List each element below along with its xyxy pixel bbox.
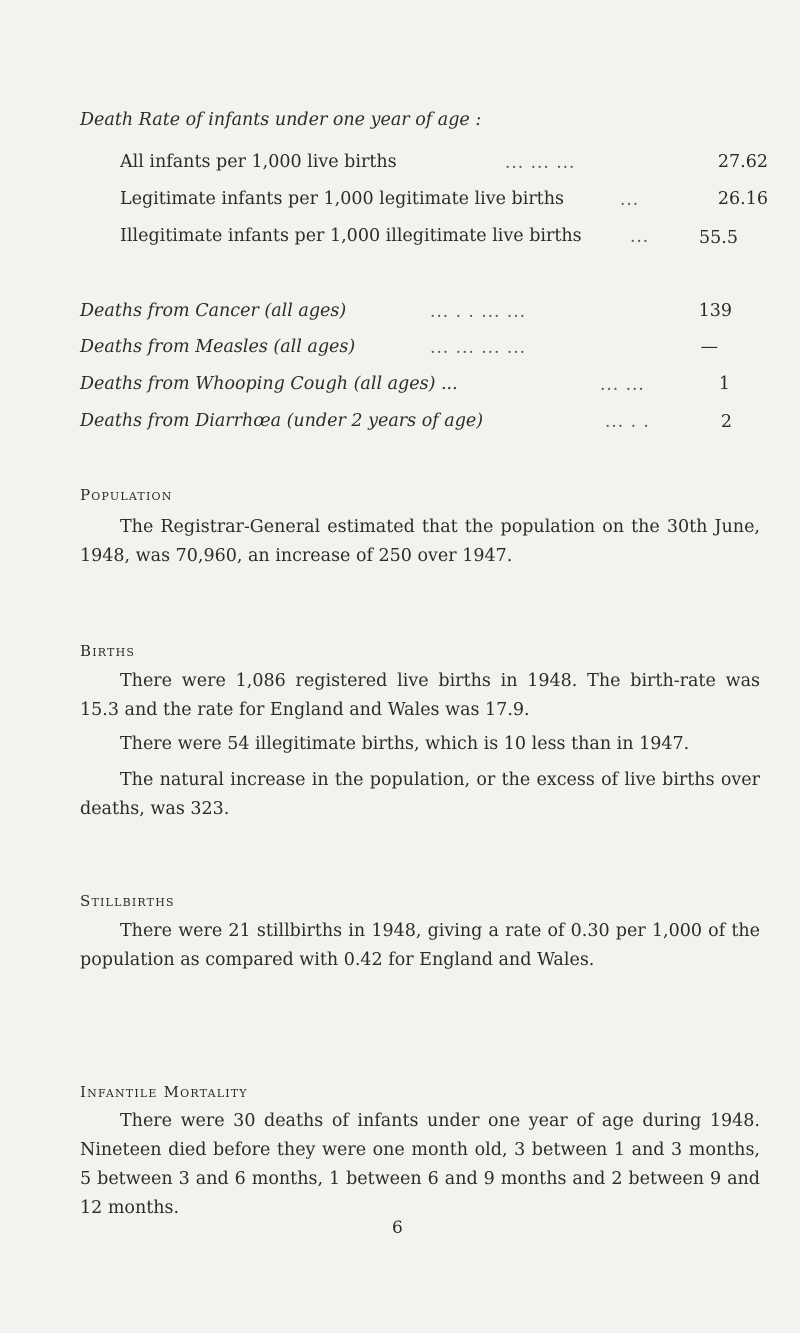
page-number: 6	[392, 1218, 403, 1238]
infant-rate-heading: Death Rate of infants under one year of age :	[80, 110, 482, 130]
death-cause-value: 139	[698, 301, 732, 321]
population-text: The Registrar-General estimated that the population on the 30th June, 1948, was 70,960, an increase of 250 over 1947.	[80, 517, 760, 566]
infant-rate-value: 27.62	[717, 152, 768, 172]
death-cause-value: 2	[720, 412, 732, 432]
births-text: There were 1,086 registered live births in 1948. The birth-rate was 15.3 and the rate for England and Wales was 17.9.	[80, 671, 760, 720]
births-paragraph	[80, 667, 760, 725]
section-heading-stillbirths: Stillbirths	[80, 892, 175, 910]
death-cause-label: Deaths from Diarrhœa (under 2 years of age)	[80, 411, 484, 431]
stillbirths-paragraph	[80, 917, 760, 975]
death-cause-label: Deaths from Cancer (all ages)	[80, 301, 347, 321]
infantile-mortality-text: There were 30 deaths of infants under one year of age during 1948. Nineteen died before they were one month old, 3 between 1 and 3 months, 5 between 3 and 6 months, 1 between 6 and 9 months and 2 between 9 and 12 months.	[80, 1111, 760, 1218]
leader-dots: ... ... ...	[505, 153, 576, 173]
section-heading-infantile-mortality: Infantile Mortality	[80, 1083, 248, 1101]
death-cause-label: Deaths from Measles (all ages)	[80, 337, 356, 357]
death-cause-label: Deaths from Whooping Cough (all ages) ...	[80, 374, 458, 394]
leader-dots: ... . . ... ...	[430, 302, 527, 322]
stillbirths-text: There were 21 stillbirths in 1948, giving a rate of 0.30 per 1,000 of the population as compared with 0.42 for England and Wales.	[80, 921, 760, 970]
infant-rate-label: Illegitimate infants per 1,000 illegitimate live births	[120, 226, 582, 246]
births-paragraph	[80, 730, 760, 759]
infant-rate-label: All infants per 1,000 live births	[120, 152, 397, 172]
leader-dots: ...	[630, 227, 650, 247]
section-heading-births: Births	[80, 642, 136, 660]
births-text: The natural increase in the population, or the excess of live births over deaths, was 323.	[80, 770, 760, 819]
infant-rate-value: 55.5	[699, 228, 738, 248]
births-text: There were 54 illegitimate births, which is 10 less than in 1947.	[120, 734, 690, 754]
section-heading-population: Population	[80, 486, 173, 504]
infantile-mortality-paragraph	[80, 1107, 760, 1223]
leader-dots: ... . .	[605, 412, 650, 432]
births-paragraph	[80, 766, 760, 824]
population-paragraph	[80, 513, 760, 571]
infant-rate-value: 26.16	[717, 189, 768, 209]
leader-dots: ... ... ... ...	[430, 338, 527, 358]
infant-rate-label: Legitimate infants per 1,000 legitimate live births	[120, 189, 564, 209]
leader-dots: ...	[620, 190, 640, 210]
death-cause-value: —	[700, 337, 718, 357]
death-cause-value: 1	[718, 374, 730, 394]
leader-dots: ... ...	[600, 375, 645, 395]
